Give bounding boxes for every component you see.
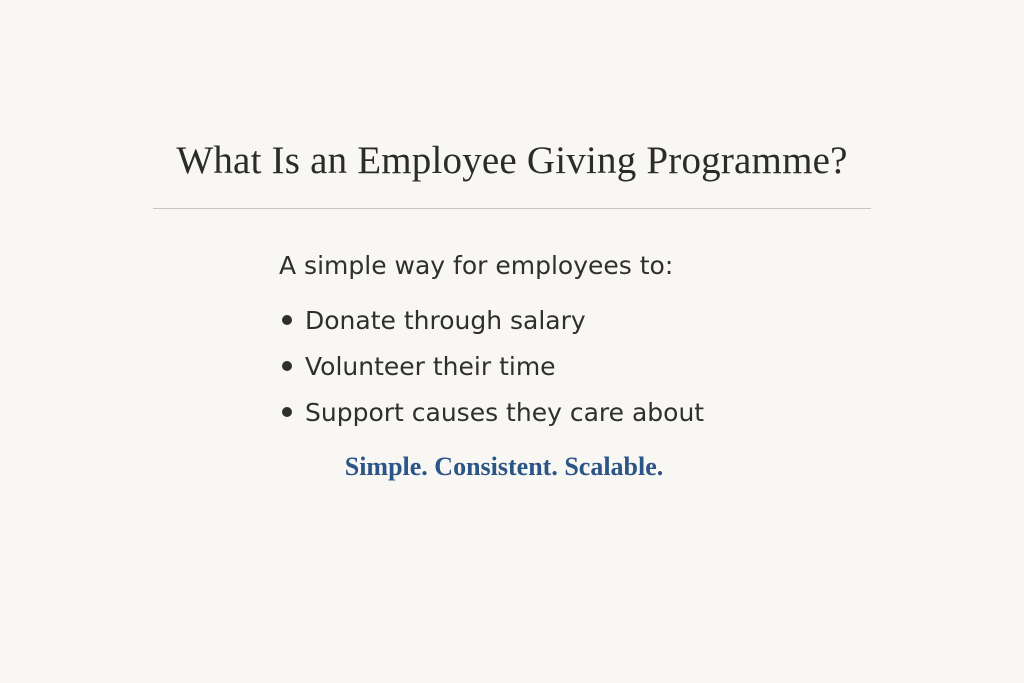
slide-title: What Is an Employee Giving Programme?	[176, 139, 848, 182]
bullet-item-support	[279, 389, 704, 435]
bullet-dot-icon	[282, 361, 292, 371]
bullet-label: Donate through salary	[305, 305, 586, 335]
bullet-label: Support causes they care about	[305, 397, 705, 427]
bullet-dot-icon	[282, 315, 292, 325]
title-divider	[153, 208, 871, 209]
bullet-dot-icon	[282, 407, 292, 417]
bullet-label: Volunteer their time	[305, 351, 556, 381]
tagline: Simple. Consistent. Scalable.	[344, 452, 664, 481]
bullet-item-volunteer	[279, 343, 704, 389]
intro-text: A simple way for employees to:	[279, 251, 674, 280]
bullet-item-donate	[279, 297, 704, 343]
bullet-list	[279, 297, 704, 435]
